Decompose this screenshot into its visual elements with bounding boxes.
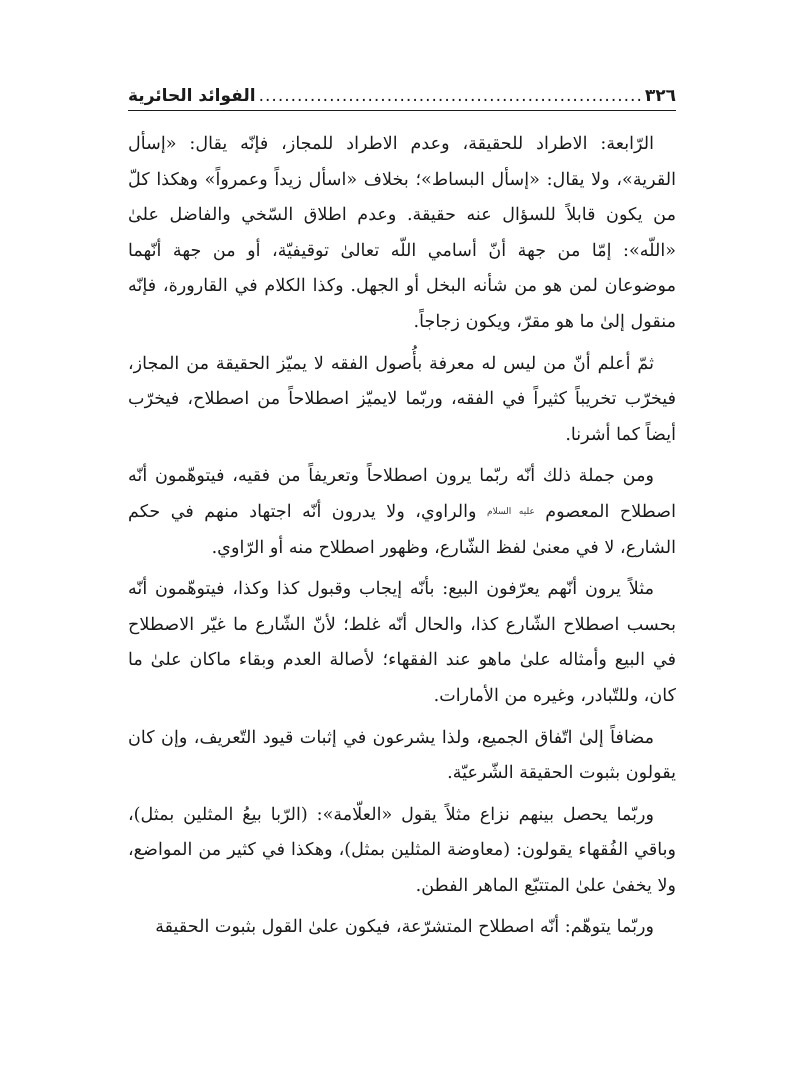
paragraph-7: وربّما يتوهّم: أنّه اصطلاح المتشرّعة، فيكون علىٰ القول بثبوت الحقيقة — [155, 917, 654, 938]
book-title: الفوائد الحائرية — [128, 86, 256, 106]
paragraph-3 — [128, 459, 676, 566]
honorific-mark: عليه السلام — [487, 506, 535, 517]
leader-dots — [256, 82, 645, 110]
body-text — [128, 127, 676, 946]
paragraph-2: ثمّ أعلم أنّ من ليس له معرفة بأُصول الفقه لا يميّز الحقيقة من المجاز، فيخرّب تخريباً كثيراً في الفقه، وربّما لايميّز اصطلاحاً من اصطلاح، فيخرّب أيضاً كما أشرنا. — [128, 353, 676, 445]
paragraph-3-end: والراوي، ولا يدرون أنّه اجتهاد منهم في حكم الشارع، لا في معنىٰ لفظ الشّارع، وظهور اصطلاح منه أو الرّاوي. — [128, 501, 676, 558]
paragraph-1: الرّابعة: الاطراد للحقيقة، وعدم الاطراد للمجاز، فإنّه يقال: «إسأل القرية»، ولا يقال: «إسأل البساط»؛ بخلاف «اسأل زيداً وعمرواً» وهكذا كلّ من يكون قابلاً للسؤال عنه حقيقة. وعدم اطلاق السّخي والفاضل علىٰ «اللّه»: إمّا من جهة أنّ أسامي اللّه تعالىٰ توقيفيّة، أو من جهة أنّهما موضوعان لمن هو من شأنه البخل أو الجهل. وكذا الكلام في القارورة، فإنّه منقول إلىٰ ما هو مقرّ، ويكون زجاجاً. — [128, 134, 676, 332]
paragraph-3-start: ومن جملة ذلك أنّه ربّما يرون اصطلاحاً وتعريفاً من فقيه، فيتوهّمون أنّه اصطلاح المعصوم — [128, 466, 676, 522]
book-page — [128, 82, 676, 952]
page-number: ٣٢٦ — [644, 86, 676, 106]
running-header — [128, 82, 676, 111]
paragraph-4: مثلاً يرون أنّهم يعرّفون البيع: بأنّه إيجاب وقبول كذا وكذا، فيتوهّمون أنّه بحسب اصطلاح الشّارع كذا، والحال أنّه غلط؛ لأنّ الشّارع ما غيّر الاصطلاح في البيع وأمثاله علىٰ ماهو عند الفقهاء؛ لأصالة العدم وبقاء ماكان علىٰ ما كان، وللتّبادر، وغيره من الأمارات. — [128, 579, 676, 706]
paragraph-6: وربّما يحصل بينهم نزاع مثلاً يقول «العلّامة»: (الرّبا بيعُ المثلين بمثل)، وباقي الفُقهاء يقولون: (معاوضة المثلين بمثل)، وهكذا في كثير من المواضع، ولا يخفىٰ علىٰ المتتبّع الماهر الفطن. — [128, 804, 676, 896]
paragraph-5: مضافاً إلىٰ اتّفاق الجميع، ولذا يشرعون في إثبات قيود التّعريف، وإن كان يقولون بثبوت الحقيقة الشّرعيّة. — [128, 727, 676, 784]
